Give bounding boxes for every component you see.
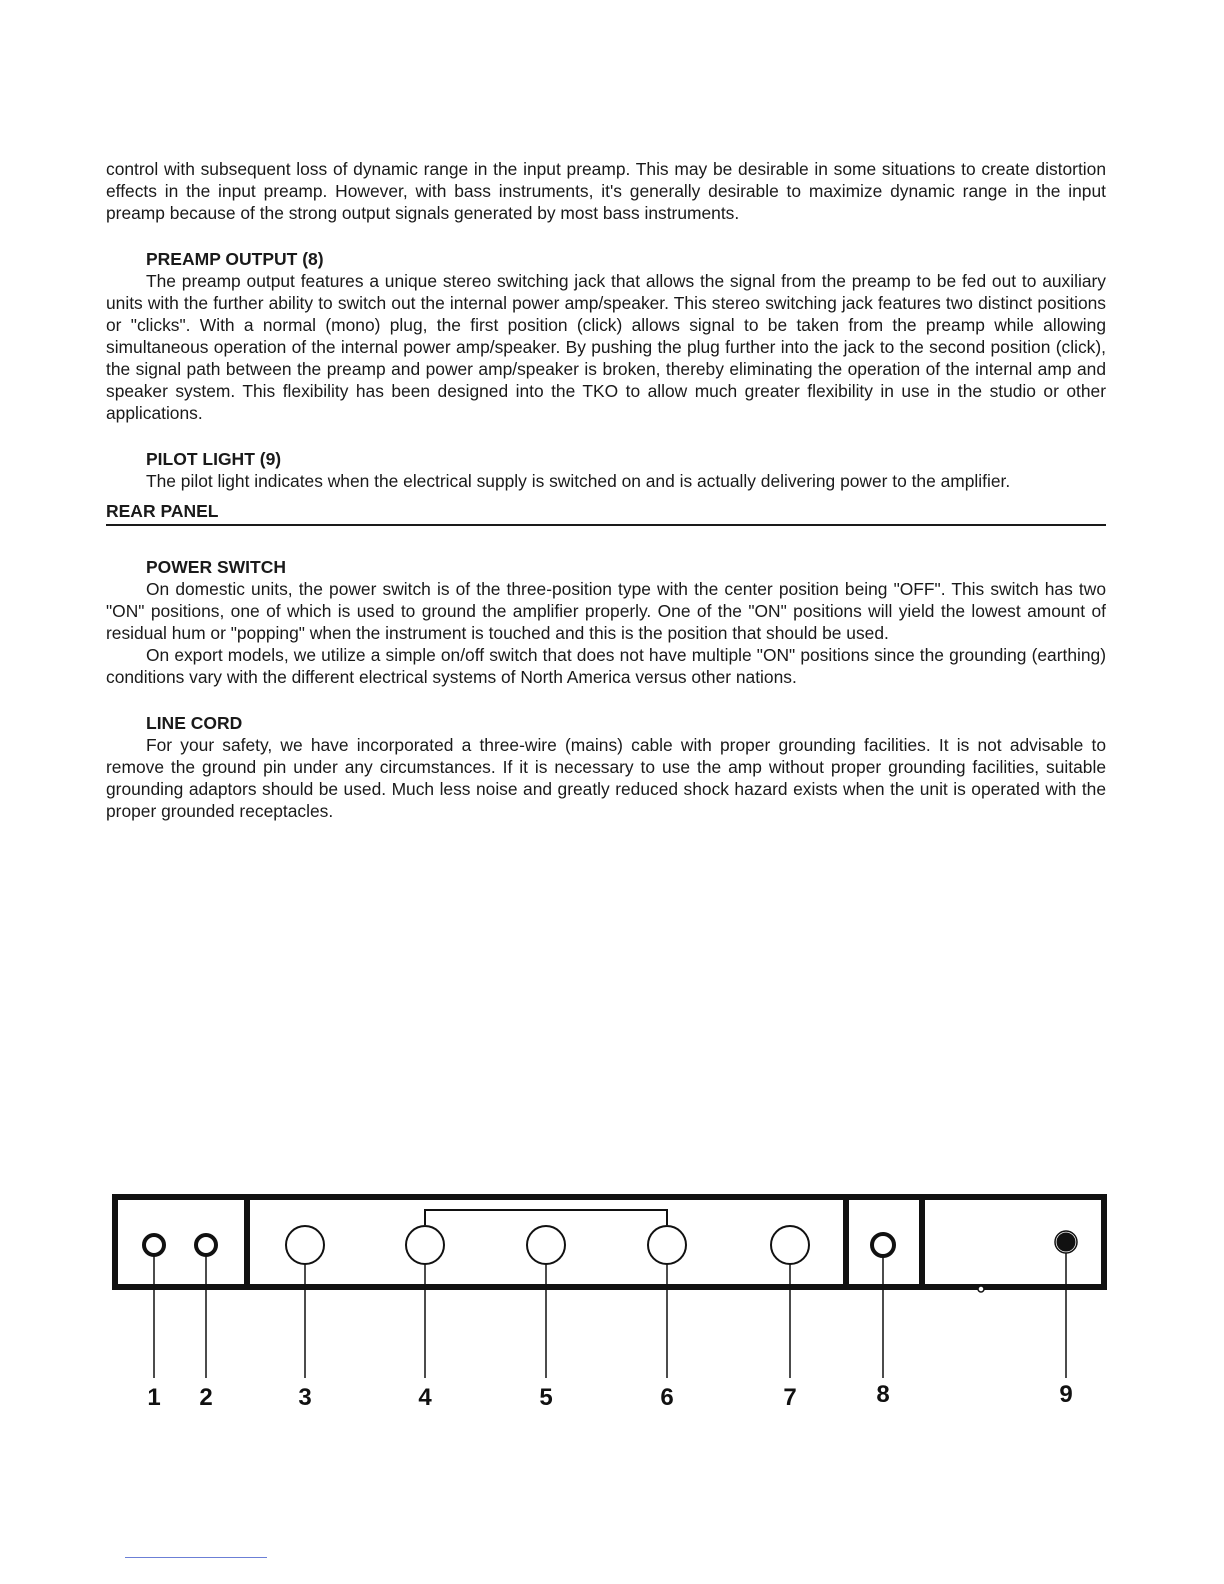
- pilot-light-heading: PILOT LIGHT (9): [146, 449, 282, 469]
- preamp-output-paragraph: The preamp output features a unique stereo switching jack that allows the signal from the preamp to be fed out to auxiliary units with the further ability to switch out the internal power amp/speaker. This stereo switching jack features two distinct positions or "clicks". With a normal (mono) plug, the first position (click) allows signal to be taken from the preamp while allowing simultaneous operation of the internal power amp/speaker. By pushing the plug further into the jack to the second position (click), the signal path between the preamp and power amp/speaker is broken, thereby eliminating the operation of the internal amp and speaker system. This flexibility has been designed into the TKO to allow much greater flexibility in use in the studio or other applications.: [106, 271, 1106, 423]
- input-jack-1: [144, 1235, 164, 1255]
- label-7: 7: [783, 1384, 797, 1411]
- knob-5: [527, 1226, 565, 1264]
- label-6: 6: [660, 1384, 674, 1411]
- pilot-light-paragraph: The pilot light indicates when the electrical supply is switched on and is actually delivering power to the amplifier.: [146, 471, 1011, 491]
- panel-screw: [978, 1286, 984, 1292]
- preamp-output-jack: [872, 1234, 894, 1256]
- front-panel-diagram: [0, 1180, 1224, 1420]
- power-switch-paragraph-1: On domestic units, the power switch is of the three-position type with the center position being "OFF". This switch has two "ON" positions, one of which is used to ground the amplifier properly. One of the "ON" positions will yield the lowest amount of residual hum or "popping" when the instrument is touched and this is the position that should be used.: [106, 579, 1106, 643]
- rear-panel-heading: REAR PANEL: [106, 500, 1106, 526]
- input-jack-2: [196, 1235, 216, 1255]
- document-page: [106, 158, 1106, 822]
- knob-4: [406, 1226, 444, 1264]
- intro-paragraph: control with subsequent loss of dynamic range in the input preamp. This may be desirable in some situations to create distortion effects in the input preamp. However, with bass instruments, it's generally desirable to maximize dynamic range in the input preamp because of the strong output signals generated by most bass instruments.: [106, 159, 1106, 223]
- power-switch-paragraph-2: On export models, we utilize a simple on/off switch that does not have multiple "ON" positions since the grounding (earthing) conditions vary with the different electrical systems of North America versus other nations.: [106, 645, 1106, 687]
- bracket-line: [425, 1210, 667, 1225]
- knob-7: [771, 1226, 809, 1264]
- label-4: 4: [418, 1384, 432, 1411]
- label-2: 2: [199, 1384, 213, 1411]
- label-5: 5: [539, 1384, 553, 1411]
- line-cord-heading: LINE CORD: [146, 713, 243, 733]
- power-switch-heading: POWER SWITCH: [146, 557, 286, 577]
- line-cord-paragraph: For your safety, we have incorporated a three-wire (mains) cable with proper grounding facilities. It is not advisable to remove the ground pin under any circumstances. If it is necessary to use the amp without proper grounding facilities, suitable grounding adaptors should be used. Much less noise and greatly reduced shock hazard exists when the unit is operated with the proper grounded receptacles.: [106, 735, 1106, 821]
- knob-3: [286, 1226, 324, 1264]
- underline-fragment: [125, 1557, 267, 1558]
- knob-6: [648, 1226, 686, 1264]
- label-1: 1: [147, 1384, 161, 1411]
- label-9: 9: [1059, 1381, 1073, 1408]
- preamp-output-heading: PREAMP OUTPUT (8): [146, 249, 324, 269]
- label-3: 3: [298, 1384, 312, 1411]
- pilot-light: [1057, 1233, 1075, 1251]
- label-8: 8: [876, 1381, 890, 1408]
